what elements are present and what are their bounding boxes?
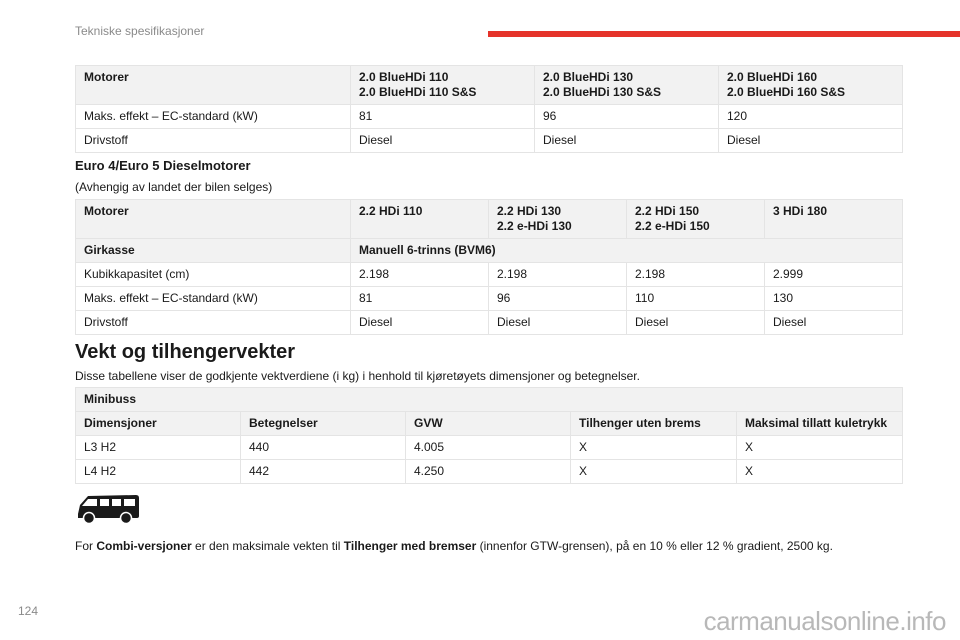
table-cell: 2.198: [351, 263, 489, 287]
table-cell: Diesel: [765, 311, 903, 335]
weights-table: [75, 387, 903, 484]
table-header-cell: Dimensjoner: [76, 412, 241, 436]
table-cell: X: [571, 460, 737, 484]
table-header-row: [76, 239, 903, 263]
table-cell: 120: [719, 105, 903, 129]
table-cell: Diesel: [627, 311, 765, 335]
table-cell: 96: [489, 287, 627, 311]
table-header-cell: 2.0 BlueHDi 160 2.0 BlueHDi 160 S&S: [719, 66, 903, 105]
header-accent-bar: [488, 31, 960, 37]
euro-note: (Avhengig av landet der bilen selges): [75, 180, 273, 194]
table-header-cell: 2.0 BlueHDi 110 2.0 BlueHDi 110 S&S: [351, 66, 535, 105]
table-cell: 440: [241, 436, 406, 460]
table-cell: Diesel: [719, 129, 903, 153]
table-caption: Minibuss: [76, 388, 903, 412]
note-text: For: [75, 539, 97, 553]
table-cell: L4 H2: [76, 460, 241, 484]
note-emphasis: Tilhenger med bremser: [343, 539, 477, 553]
engine-table-hdi: [75, 199, 903, 335]
table-cell: Maks. effekt – EC-standard (kW): [76, 105, 351, 129]
table-header-cell: Tilhenger uten brems: [571, 412, 737, 436]
table-row: [76, 287, 903, 311]
table-header-cell: 3 HDi 180: [765, 200, 903, 239]
table-header-cell: GVW: [406, 412, 571, 436]
table-row: [76, 311, 903, 335]
table-cell: Kubikkapasitet (cm): [76, 263, 351, 287]
table-cell: Diesel: [351, 311, 489, 335]
table-header-row: [76, 200, 903, 239]
table-header-cell: Girkasse: [76, 239, 351, 263]
table-row: [76, 105, 903, 129]
table-cell: 81: [351, 105, 535, 129]
table-cell: 130: [765, 287, 903, 311]
table-cell: 110: [627, 287, 765, 311]
section-title: Tekniske spesifikasjoner: [75, 24, 205, 38]
table-header-cell: 2.0 BlueHDi 130 2.0 BlueHDi 130 S&S: [535, 66, 719, 105]
table-header-row: [76, 66, 903, 105]
table-cell: Drivstoff: [76, 311, 351, 335]
table-cell: L3 H2: [76, 436, 241, 460]
table-header-cell: 2.2 HDi 150 2.2 e-HDi 150: [627, 200, 765, 239]
table-cell: Diesel: [489, 311, 627, 335]
table-cell: 96: [535, 105, 719, 129]
table-header-cell: Manuell 6-trinns (BVM6): [351, 239, 903, 263]
weights-intro: Disse tabellene viser de godkjente vektverdiene (i kg) i henhold til kjøretøyets dimensjoner og betegnelser.: [75, 369, 640, 383]
table-row: [76, 129, 903, 153]
engine-table-bluehdi: [75, 65, 903, 153]
table-header-cell: Betegnelser: [241, 412, 406, 436]
table-cell: 2.999: [765, 263, 903, 287]
table-header-cell: Maksimal tillatt kuletrykk: [737, 412, 903, 436]
table-cell: X: [571, 436, 737, 460]
table-row: [76, 460, 903, 484]
table-cell: 4.005: [406, 436, 571, 460]
table-header-cell: 2.2 HDi 110: [351, 200, 489, 239]
watermark: carmanualsonline.info: [703, 606, 946, 636]
table-cell: 2.198: [489, 263, 627, 287]
table-cell: Diesel: [535, 129, 719, 153]
table-caption-row: [76, 388, 903, 412]
table-cell: X: [737, 436, 903, 460]
table-cell: Maks. effekt – EC-standard (kW): [76, 287, 351, 311]
table-row: [76, 263, 903, 287]
minibus-icon: [76, 492, 140, 525]
towing-note: [75, 539, 833, 553]
table-cell: 4.250: [406, 460, 571, 484]
table-cell: 442: [241, 460, 406, 484]
note-text: (innenfor GTW-grensen), på en 10 % eller 12 % gradient, 2500 kg.: [476, 539, 833, 553]
table-header-cell: Motorer: [76, 66, 351, 105]
euro-heading: Euro 4/Euro 5 Dieselmotorer: [75, 158, 251, 173]
note-emphasis: Combi-versjoner: [96, 539, 192, 553]
table-cell: 81: [351, 287, 489, 311]
page-number: 124: [18, 604, 39, 618]
note-text: er den maksimale vekten til: [191, 539, 344, 553]
table-header-row: [76, 412, 903, 436]
weights-heading: Vekt og tilhengervekter: [75, 341, 296, 363]
table-header-cell: 2.2 HDi 130 2.2 e-HDi 130: [489, 200, 627, 239]
table-header-cell: Motorer: [76, 200, 351, 239]
table-row: [76, 436, 903, 460]
table-cell: X: [737, 460, 903, 484]
table-cell: Drivstoff: [76, 129, 351, 153]
table-cell: Diesel: [351, 129, 535, 153]
table-cell: 2.198: [627, 263, 765, 287]
